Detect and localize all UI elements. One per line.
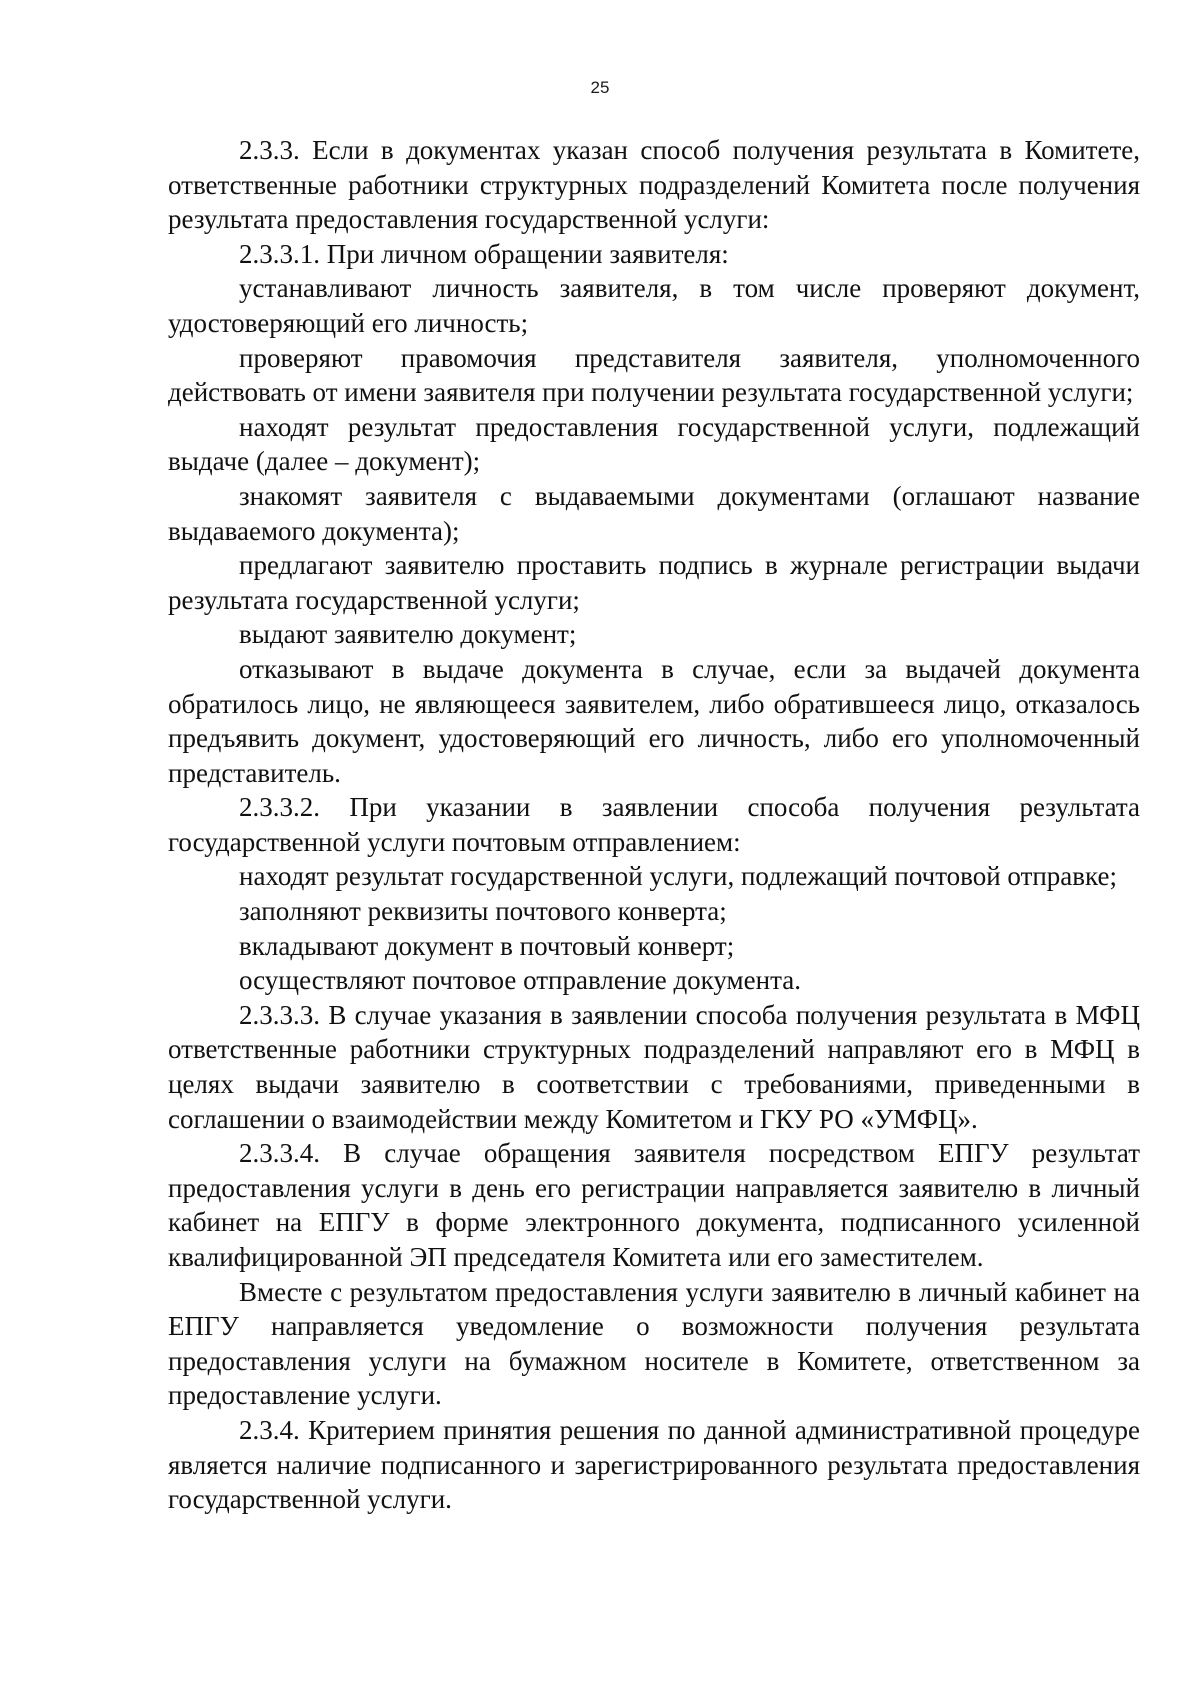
paragraph-2-3-3: 2.3.3. Если в документах указан способ получения результата в Комитете, ответственные работники структурных подразделений Комитета после получения результата предоставления государственной услуги: [168, 135, 1140, 235]
paragraph-refuse-issue: отказывают в выдаче документа в случае, если за выдачей документа обратилось лицо, не являющееся заявителем, либо обратившееся лицо, отказалось предъявить документ, удостоверяющий его личность, либо его уполномоченный представитель. [168, 653, 1140, 788]
paragraph-issue-document: выдают заявителю документ; [239, 619, 577, 650]
paragraph-introduce-documents: знакомят заявителя с выдаваемыми документами (оглашают название выдаваемого документа); [168, 480, 1140, 546]
paragraph-find-postal-result: находят результат государственной услуги, подлежащий почтовой отправке; [239, 861, 1117, 892]
paragraph-find-result: находят результат предоставления государственной услуги, подлежащий выдаче (далее – документ); [168, 411, 1140, 477]
paragraph-2-3-3-2: 2.3.3.2. При указании в заявлении способа получения результата государственной услуги почтовым отправлением: [168, 792, 1140, 857]
paragraph-check-representative: проверяют правомочия представителя заявителя, уполномоченного действовать от имени заявителя при получении результата государственной услуги; [168, 342, 1140, 408]
paragraph-send-mail: осуществляют почтовое отправление документа. [239, 965, 801, 996]
document-body [168, 133, 1140, 1517]
paragraph-fill-envelope: заполняют реквизиты почтового конверта; [239, 896, 727, 927]
paragraph-2-3-3-4: 2.3.3.4. В случае обращения заявителя посредством ЕПГУ результат предоставления услуги в день его регистрации направляется заявителю в личный кабинет на ЕПГУ в форме электронного документа, подписанного усиленной квалифицированной ЭП председателя Комитета или его заместителем. [168, 1138, 1140, 1272]
page-number: 25 [590, 78, 610, 97]
paragraph-put-in-envelope: вкладывают документ в почтовый конверт; [239, 930, 735, 961]
paragraph-sign-journal: предлагают заявителю проставить подпись в журнале регистрации выдачи результата государственной услуги; [168, 550, 1140, 615]
paragraph-notification: Вместе с результатом предоставления услуги заявителю в личный кабинет на ЕПГУ направляется уведомление о возможности получения результата предоставления услуги на бумажном носителе в Комитете, ответственном за предоставление услуги. [168, 1276, 1140, 1411]
paragraph-2-3-3-3: 2.3.3.3. В случае указания в заявлении способа получения результата в МФЦ ответственные работники структурных подразделений направляют его в МФЦ в целях выдачи заявителю в соответствии с требованиями, приведенными в соглашении о взаимодействии между Комитетом и ГКУ РО «УМФЦ». [168, 999, 1140, 1134]
paragraph-2-3-4: 2.3.4. Критерием принятия решения по данной административной процедуре является наличие подписанного и зарегистрированного результата предоставления государственной услуги. [168, 1414, 1140, 1515]
paragraph-identify-applicant: устанавливают личность заявителя, в том числе проверяют документ, удостоверяющий его личность; [168, 273, 1140, 338]
paragraph-2-3-3-1: 2.3.3.1. При личном обращении заявителя: [239, 238, 729, 269]
